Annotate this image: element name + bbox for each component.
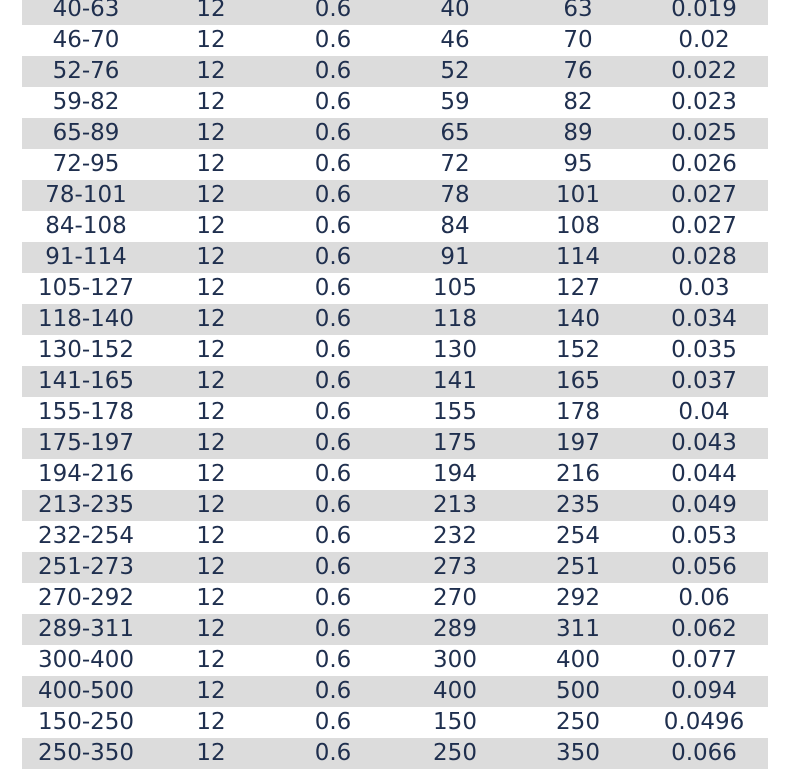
table-row [22,583,768,614]
table-cell: 12 [196,430,226,456]
table-cell: 108 [556,213,600,239]
table-cell: 0.034 [671,306,737,332]
table-cell: 12 [196,399,226,425]
table-row [22,0,768,25]
table-cell: 46 [440,27,470,53]
table-cell: 194-216 [37,461,135,487]
table-cell: 0.6 [314,120,352,146]
table-cell: 194 [433,461,477,487]
table-row [22,25,768,56]
table-row [22,521,768,552]
table-cell: 82 [563,89,593,115]
table-cell: 0.026 [671,151,737,177]
table-cell: 84 [440,213,470,239]
table-cell: 400 [556,647,600,673]
table-row [22,428,768,459]
table-cell: 0.043 [671,430,737,456]
table-cell: 52-76 [52,58,120,84]
table-cell: 0.6 [314,306,352,332]
table-cell: 0.6 [314,492,352,518]
table-cell: 0.028 [671,244,737,270]
table-row [22,459,768,490]
table-cell: 0.0496 [663,709,745,735]
table-cell: 118 [433,306,477,332]
table-cell: 70 [563,27,593,53]
table-row [22,676,768,707]
table-cell: 165 [556,368,600,394]
table-cell: 0.027 [671,182,737,208]
table-cell: 12 [196,740,226,766]
table-cell: 95 [563,151,593,177]
table-cell: 12 [196,554,226,580]
table-row [22,490,768,521]
table-cell: 12 [196,647,226,673]
table-cell: 59 [440,89,470,115]
table-row [22,87,768,118]
table-cell: 12 [196,244,226,270]
spec-table [22,0,768,769]
table-cell: 250 [556,709,600,735]
table-row [22,614,768,645]
table-cell: 155-178 [37,399,135,425]
table-cell: 175 [433,430,477,456]
table-cell: 0.077 [671,647,737,673]
table-cell: 0.6 [314,151,352,177]
table-cell: 0.6 [314,89,352,115]
table-cell: 12 [196,0,226,22]
table-cell: 0.6 [314,523,352,549]
table-cell: 12 [196,182,226,208]
table-row [22,304,768,335]
table-cell: 289-311 [37,616,135,642]
table-cell: 178 [556,399,600,425]
table-cell: 273 [433,554,477,580]
table-cell: 270 [433,585,477,611]
table-row [22,56,768,87]
table-cell: 0.027 [671,213,737,239]
table-cell: 0.6 [314,740,352,766]
table-row [22,738,768,769]
table-cell: 0.6 [314,399,352,425]
table-cell: 12 [196,306,226,332]
table-cell: 78-101 [45,182,127,208]
table-cell: 350 [556,740,600,766]
table-cell: 0.6 [314,368,352,394]
table-row [22,645,768,676]
table-cell: 197 [556,430,600,456]
table-cell: 300-400 [37,647,135,673]
table-cell: 65 [440,120,470,146]
table-cell: 118-140 [37,306,135,332]
table-cell: 105-127 [37,275,135,301]
table-cell: 0.019 [671,0,737,22]
table-row [22,335,768,366]
table-cell: 12 [196,492,226,518]
table-row [22,211,768,242]
table-cell: 500 [556,678,600,704]
table-cell: 12 [196,709,226,735]
table-cell: 141-165 [37,368,135,394]
table-cell: 251-273 [37,554,135,580]
table-cell: 0.6 [314,275,352,301]
table-cell: 0.6 [314,554,352,580]
table-cell: 150 [433,709,477,735]
table-cell: 0.6 [314,213,352,239]
table-cell: 63 [563,0,593,22]
table-row [22,366,768,397]
table-cell: 270-292 [37,585,135,611]
table-cell: 0.06 [678,585,730,611]
table-cell: 0.6 [314,244,352,270]
table-cell: 140 [556,306,600,332]
table-cell: 101 [556,182,600,208]
table-row [22,397,768,428]
table-cell: 0.03 [678,275,730,301]
table-cell: 46-70 [52,27,120,53]
table-cell: 12 [196,678,226,704]
table-cell: 40-63 [52,0,120,22]
table-cell: 12 [196,151,226,177]
table-cell: 232-254 [37,523,135,549]
table-cell: 0.066 [671,740,737,766]
table-cell: 400 [433,678,477,704]
table-cell: 0.023 [671,89,737,115]
table-cell: 0.6 [314,678,352,704]
table-cell: 251 [556,554,600,580]
table-cell: 0.056 [671,554,737,580]
table-cell: 84-108 [45,213,127,239]
table-cell: 0.04 [678,399,730,425]
table-cell: 105 [433,275,477,301]
table-cell: 59-82 [52,89,120,115]
table-cell: 0.025 [671,120,737,146]
table-cell: 0.6 [314,709,352,735]
table-cell: 0.02 [678,27,730,53]
table-cell: 65-89 [52,120,120,146]
table-cell: 89 [563,120,593,146]
table-cell: 12 [196,368,226,394]
table-cell: 12 [196,89,226,115]
table-cell: 114 [556,244,600,270]
table-cell: 12 [196,461,226,487]
table-cell: 0.6 [314,430,352,456]
table-cell: 0.6 [314,182,352,208]
table-cell: 0.6 [314,27,352,53]
table-cell: 76 [563,58,593,84]
table-cell: 232 [433,523,477,549]
table-cell: 155 [433,399,477,425]
table-cell: 311 [556,616,600,642]
table-cell: 0.062 [671,616,737,642]
table-cell: 175-197 [37,430,135,456]
table-body [22,0,768,769]
table-row [22,242,768,273]
table-cell: 0.049 [671,492,737,518]
table-cell: 150-250 [37,709,135,735]
table-cell: 12 [196,27,226,53]
table-cell: 0.035 [671,337,737,363]
table-cell: 127 [556,275,600,301]
table-cell: 130 [433,337,477,363]
table-cell: 12 [196,58,226,84]
table-cell: 0.6 [314,616,352,642]
table-cell: 0.037 [671,368,737,394]
table-cell: 141 [433,368,477,394]
table-cell: 0.044 [671,461,737,487]
table-cell: 213 [433,492,477,518]
table-cell: 254 [556,523,600,549]
table-cell: 52 [440,58,470,84]
table-cell: 0.053 [671,523,737,549]
table-cell: 91-114 [45,244,127,270]
table-cell: 216 [556,461,600,487]
table-row [22,552,768,583]
table-cell: 0.6 [314,585,352,611]
table-row [22,707,768,738]
table-cell: 400-500 [37,678,135,704]
table-cell: 72 [440,151,470,177]
table-cell: 300 [433,647,477,673]
table-cell: 0.6 [314,58,352,84]
table-cell: 78 [440,182,470,208]
table-cell: 0.6 [314,461,352,487]
table-cell: 289 [433,616,477,642]
table-row [22,180,768,211]
table-cell: 250-350 [37,740,135,766]
table-cell: 235 [556,492,600,518]
table-row [22,118,768,149]
table-cell: 0.6 [314,0,352,22]
table-cell: 12 [196,337,226,363]
table-row [22,149,768,180]
table-cell: 0.022 [671,58,737,84]
table-cell: 40 [440,0,470,22]
table-cell: 12 [196,275,226,301]
table-cell: 152 [556,337,600,363]
table-cell: 0.6 [314,337,352,363]
table-cell: 12 [196,585,226,611]
table-cell: 72-95 [52,151,120,177]
table-cell: 292 [556,585,600,611]
table-cell: 12 [196,120,226,146]
table-cell: 12 [196,213,226,239]
table-cell: 250 [433,740,477,766]
table-cell: 213-235 [37,492,135,518]
table-cell: 12 [196,616,226,642]
table-cell: 0.6 [314,647,352,673]
table-cell: 12 [196,523,226,549]
table-cell: 91 [440,244,470,270]
table-cell: 130-152 [37,337,135,363]
table-row [22,273,768,304]
table-cell: 0.094 [671,678,737,704]
